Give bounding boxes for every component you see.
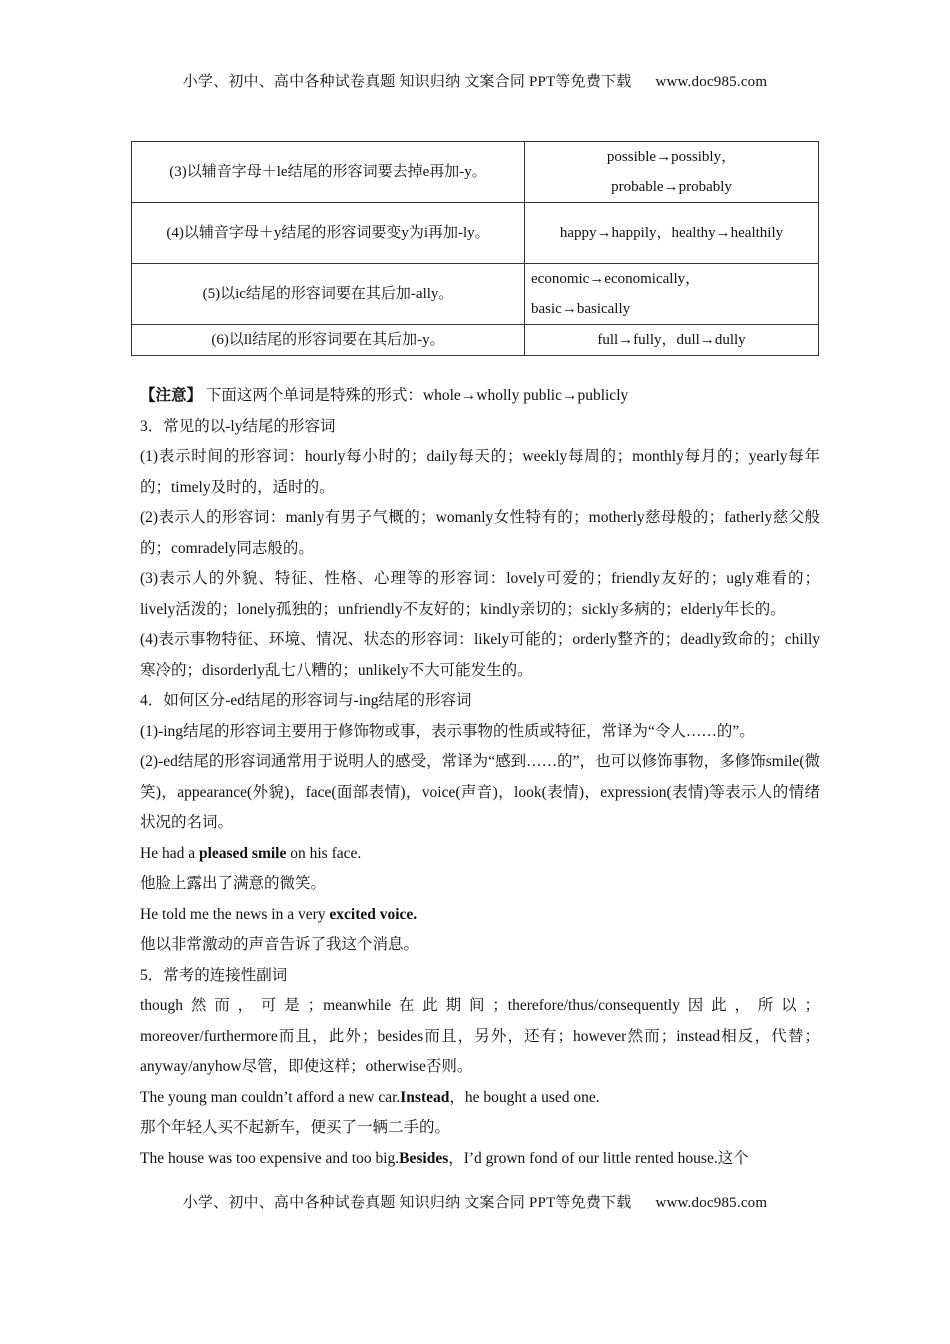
example-text: The young man couldn’t afford a new car. (140, 1088, 401, 1106)
example-keyword: excited voice. (329, 905, 418, 923)
rule-cell: (4)以辅音字母＋y结尾的形容词要变y为i再加-ly。 (132, 203, 525, 264)
example-sentence (140, 1144, 820, 1175)
example-line: economic→economically， (531, 271, 701, 287)
section-3-item-2: (2)表示人的形容词：manly有男子气概的；womanly女性特有的；motherly慈母般的；fatherly慈父般的；comradely同志般的。 (140, 509, 820, 557)
example-cell (525, 142, 819, 203)
note-label: 【注意】 (140, 387, 203, 404)
section-3-item-3: (3)表示人的外貌、特征、性格、心理等的形容词：lovely可爱的；friendly友好的；ugly难看的；lively活泼的；lonely孤独的；unfriendly不友好的；kindly亲切的；sickly多病的；elderly年长的。 (140, 570, 820, 618)
table-row (132, 142, 819, 203)
example-translation: 那个年轻人买不起新车，便买了一辆二手的。 (140, 1119, 451, 1136)
example-translation: 他脸上露出了满意的微笑。 (140, 875, 327, 892)
section-4-item-2: (2)-ed结尾的形容词通常用于说明人的感受，常译为“感到……的”，也可以修饰事物，多修饰smile(微笑)，appearance(外貌)，face(面部表情)，voice(声音)，look(表情)，expression(表情)等表示人的情绪状况的名词。 (140, 753, 820, 831)
page-header (0, 70, 950, 91)
note-text: 下面这两个单词是特殊的形式：whole→wholly public→publicly (202, 387, 629, 404)
footer-text: 小学、初中、高中各种试卷真题 知识归纳 文案合同 PPT等免费下载 (182, 1195, 632, 1211)
example-cell (525, 203, 819, 264)
footer-url[interactable]: www.doc985.com (655, 1195, 768, 1211)
example-text: ，he bought a used one. (449, 1088, 600, 1106)
example-keyword: Besides (399, 1149, 449, 1167)
document-body (140, 381, 820, 1174)
page-footer (0, 1191, 950, 1212)
table-row (132, 325, 819, 356)
example-keyword: pleased smile (198, 844, 287, 862)
example-line: happy→happily，healthy→healthily (559, 225, 784, 241)
example-sentence (140, 900, 820, 931)
section-3-heading: 3．常见的以-ly结尾的形容词 (140, 417, 336, 435)
rule-cell: (5)以ic结尾的形容词要在其后加-ally。 (132, 264, 525, 325)
section-3-item-1: (1)表示时间的形容词：hourly每小时的；daily每天的；weekly每周的；monthly每月的；yearly每年的；timely及时的，适时的。 (140, 448, 820, 496)
example-sentence (140, 839, 820, 870)
section-4-item-1: (1)-ing结尾的形容词主要用于修饰物或事，表示事物的性质或特征，常译为“令人……的”。 (140, 722, 755, 740)
example-cell (525, 264, 819, 325)
table-row (132, 264, 819, 325)
table-row (132, 203, 819, 264)
example-line: full→fully，dull→dully (597, 332, 746, 348)
header-text: 小学、初中、高中各种试卷真题 知识归纳 文案合同 PPT等免费下载 (182, 74, 632, 90)
example-text: ，I’d grown fond of our little rented house.这个 (448, 1149, 749, 1167)
example-line: possible→possibly， (606, 149, 737, 165)
example-translation: 他以非常激动的声音告诉了我这个消息。 (140, 936, 420, 953)
rule-cell: (6)以ll结尾的形容词要在其后加-y。 (132, 325, 525, 356)
example-line: probable→probably (611, 179, 732, 195)
rule-cell: (3)以辅音字母＋le结尾的形容词要去掉e再加-y。 (132, 142, 525, 203)
example-keyword: Instead (400, 1088, 450, 1106)
section-5-heading: 5．常考的连接性副词 (140, 966, 288, 984)
adverb-rules-table (131, 141, 819, 356)
header-url[interactable]: www.doc985.com (655, 74, 768, 90)
example-text: The house was too expensive and too big. (140, 1149, 400, 1167)
example-sentence (140, 1083, 820, 1114)
example-cell (525, 325, 819, 356)
section-4-heading: 4．如何区分-ed结尾的形容词与-ing结尾的形容词 (140, 692, 472, 709)
section-3-item-4: (4)表示事物特征、环境、情况、状态的形容词：likely可能的；orderly整齐的；deadly致命的；chilly寒冷的；disorderly乱七八糟的；unlikely不大可能发生的。 (140, 631, 820, 679)
example-text: on his face. (286, 844, 362, 862)
section-5-item-1: though然而，可是；meanwhile在此期间；therefore/thus/consequently因此，所以；moreover/furthermore而且，此外；besides而且，另外，还有；however然而；instead相反，代替；anyway/anyhow尽管，即使这样；otherwise否则。 (140, 997, 820, 1075)
note-paragraph (140, 381, 820, 412)
example-line: basic→basically (531, 301, 631, 317)
example-text: He had a (140, 844, 199, 862)
example-text: He told me the news in a very (140, 905, 330, 923)
